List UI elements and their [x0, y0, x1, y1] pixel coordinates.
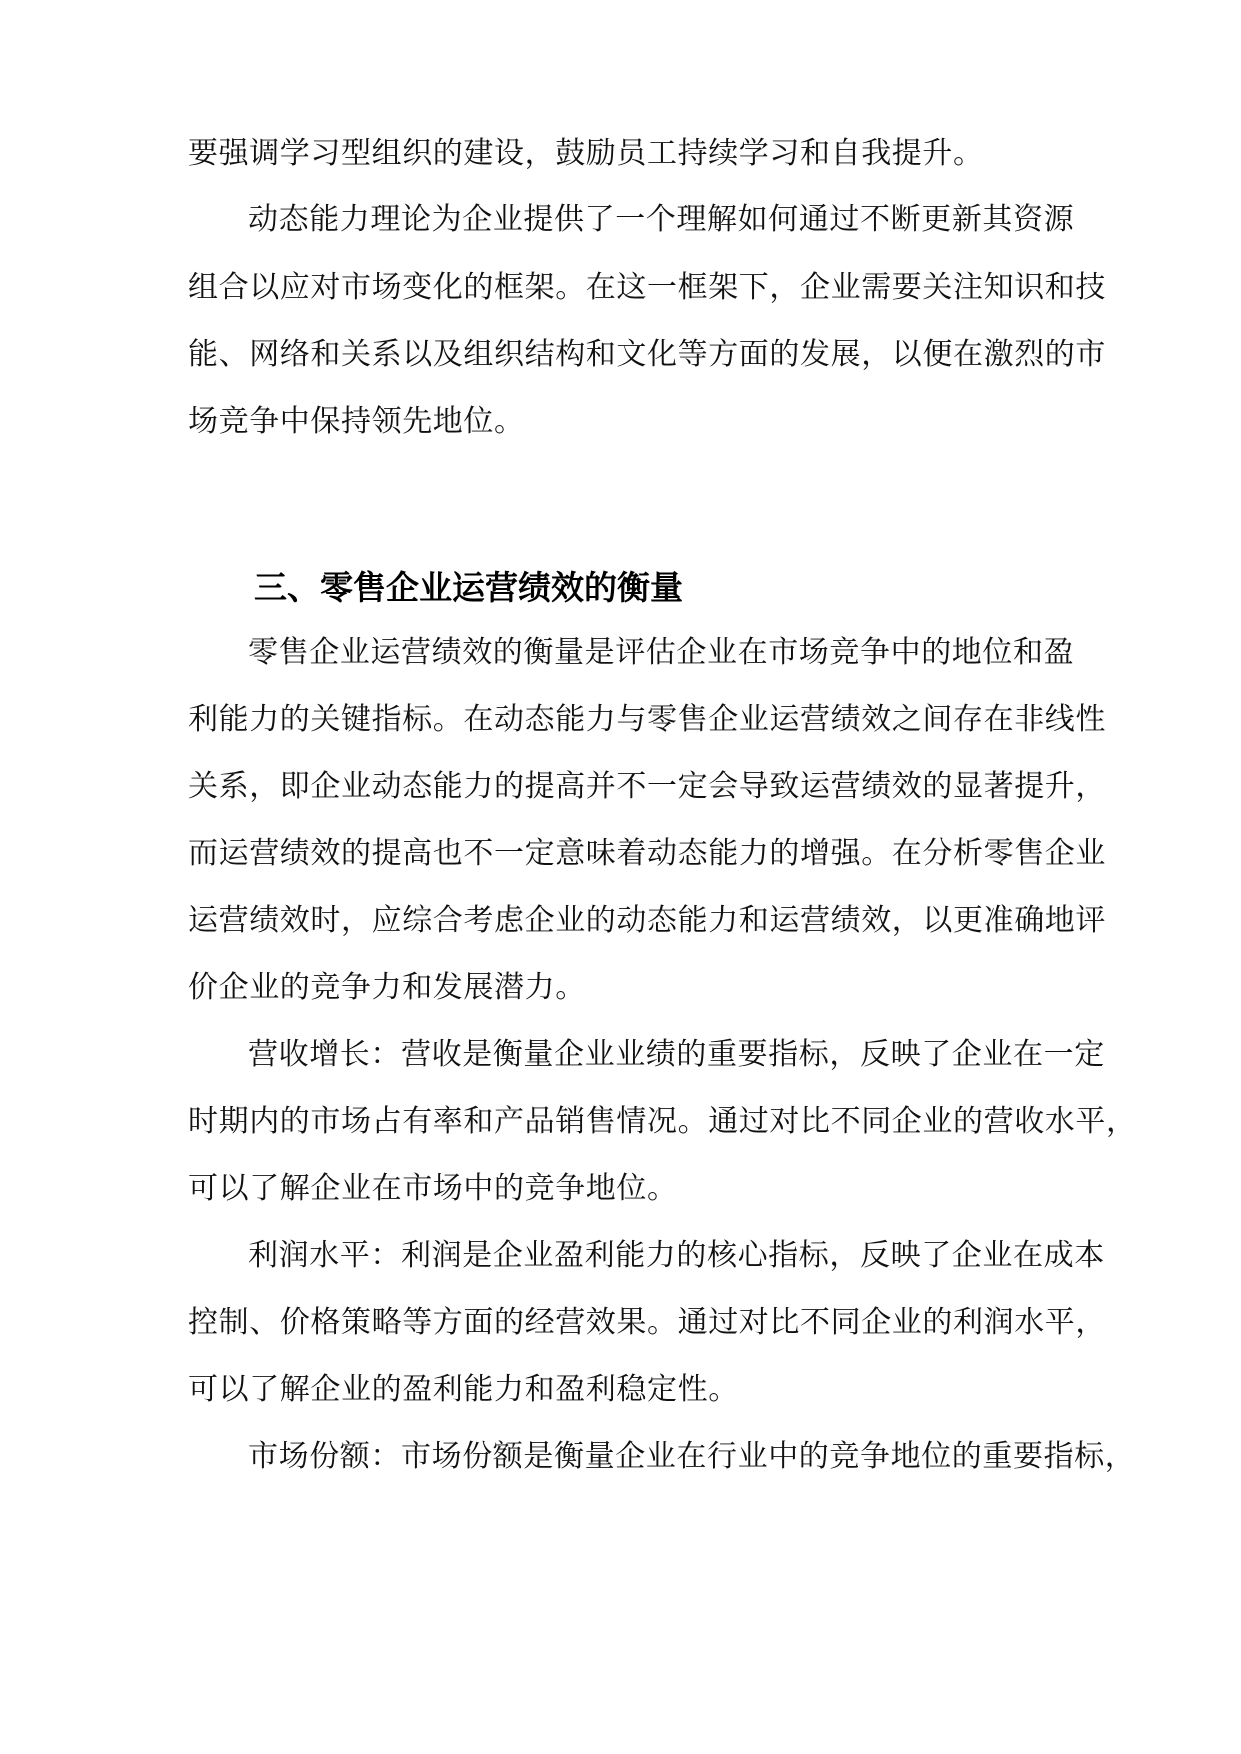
- body-text-line: 价企业的竞争力和发展潜力。: [188, 970, 586, 1005]
- body-text-line: 时期内的市场占有率和产品销售情况。通过对比不同企业的营收水平，: [188, 1104, 1137, 1139]
- body-text-line: 控制、价格策略等方面的经营效果。通过对比不同企业的利润水平，: [188, 1305, 1106, 1340]
- body-text-line: 可以了解企业的盈利能力和盈利稳定性。: [188, 1372, 739, 1407]
- body-text-line: 要强调学习型组织的建设，鼓励员工持续学习和自我提升。: [188, 136, 984, 171]
- paragraph-first-line: 营收增长：营收是衡量企业业绩的重要指标，反映了企业在一定: [248, 1037, 1105, 1072]
- body-text-line: 组合以应对市场变化的框架。在这一框架下，企业需要关注知识和技: [188, 270, 1106, 305]
- body-text-line: 而运营绩效的提高也不一定意味着动态能力的增强。在分析零售企业: [188, 836, 1106, 871]
- body-text-line: 利能力的关键指标。在动态能力与零售企业运营绩效之间存在非线性: [188, 702, 1106, 737]
- body-text-line: 关系，即企业动态能力的提高并不一定会导致运营绩效的显著提升，: [188, 769, 1106, 804]
- paragraph-first-line: 利润水平：利润是企业盈利能力的核心指标，反映了企业在成本: [248, 1238, 1105, 1273]
- section-heading: 三、零售企业运营绩效的衡量: [254, 568, 683, 607]
- body-text-line: 能、网络和关系以及组织结构和文化等方面的发展，以便在激烈的市: [188, 337, 1106, 372]
- paragraph-first-line: 市场份额：市场份额是衡量企业在行业中的竞争地位的重要指标，: [248, 1439, 1136, 1474]
- body-text-line: 可以了解企业在市场中的竞争地位。: [188, 1171, 678, 1206]
- body-text-line: 运营绩效时，应综合考虑企业的动态能力和运营绩效，以更准确地评: [188, 903, 1106, 938]
- paragraph-first-line: 动态能力理论为企业提供了一个理解如何通过不断更新其资源: [248, 202, 1075, 237]
- paragraph-first-line: 零售企业运营绩效的衡量是评估企业在市场竞争中的地位和盈: [248, 635, 1075, 670]
- body-text-line: 场竞争中保持领先地位。: [188, 404, 525, 439]
